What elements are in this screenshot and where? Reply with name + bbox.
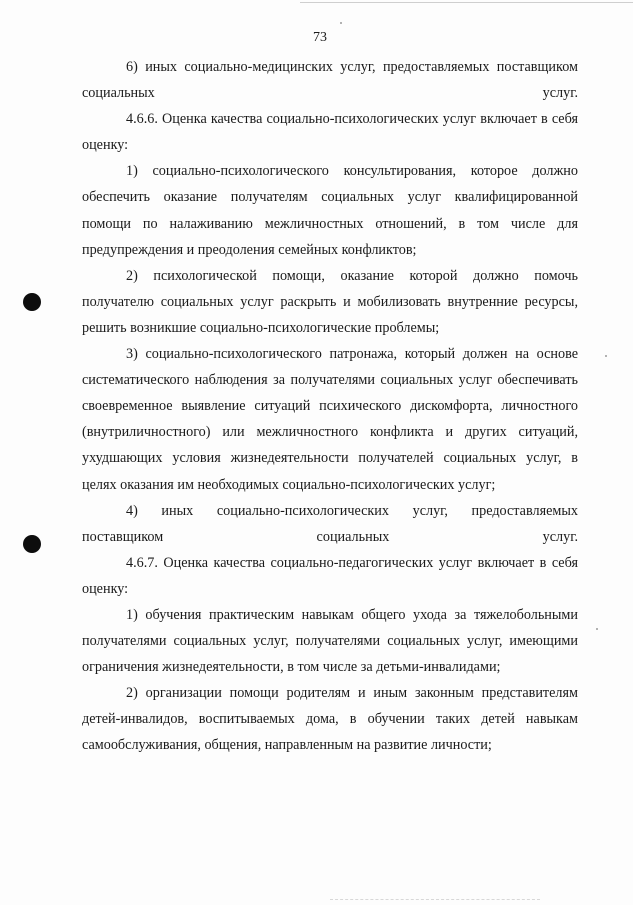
scan-edge-top — [300, 2, 633, 3]
paragraph-item-1-consulting: 1) социально-психологического консультирования, которое должно обеспечить оказание получателям социальных услуг квалифицированной помощи по налаживанию межличностных отношений, в том числе для предупреждения и преодоления семейных конфликтов; — [82, 163, 578, 258]
paragraph-item-3-patronage: 3) социально-психологического патронажа, который должен на основе систематического наблюдения за получателями социальных услуг обеспечивать своевременное выявление ситуаций психического дискомфорта, личностного (внутриличностного) или межличностного конфликта и других ситуаций, ухудшающих условия жизнедеятельности получателей социальных услуг, в целях оказания им необходимых социально-психологических услуг; — [82, 346, 578, 493]
paragraph-item-4-other-psych: 4) иных социально-психологических услуг, предоставляемых поставщиком социальных услуг. — [82, 502, 578, 545]
paragraph-item-2-parent-help: 2) организации помощи родителям и иным законным представителям детей-инвалидов, воспитываемых дома, в обучении таких детей навыкам самообслуживания, общения, направленным на развитие личности; — [82, 685, 578, 754]
page-number: 73 — [313, 30, 327, 45]
document-body — [82, 54, 578, 759]
punch-hole-lower — [23, 535, 41, 553]
punch-hole-upper — [23, 293, 41, 311]
scan-speck — [596, 628, 598, 630]
scan-speck — [340, 22, 342, 24]
scan-speck — [605, 355, 607, 357]
paragraph-item-6-medical: 6) иных социально-медицинских услуг, предоставляемых поставщиком социальных услуг. — [82, 59, 578, 102]
scan-edge-bottom — [330, 899, 540, 900]
paragraph-item-1-care-training: 1) обучения практическим навыкам общего ухода за тяжелобольными получателями социальных услуг, получателями социальных услуг, имеющими ограничения жизнедеятельности, в том числе за детьми-инвалидами; — [82, 606, 578, 676]
paragraph-item-2-psych-help: 2) психологической помощи, оказание которой должно помочь получателю социальных услуг раскрыть и мобилизовать внутренние ресурсы, решить возникшие социально-психологические проблемы; — [82, 267, 578, 336]
paragraph-section-4-6-6: 4.6.6. Оценка качества социально-психологических услуг включает в себя оценку: — [82, 111, 578, 154]
paragraph-section-4-6-7: 4.6.7. Оценка качества социально-педагогических услуг включает в себя оценку: — [82, 554, 578, 597]
